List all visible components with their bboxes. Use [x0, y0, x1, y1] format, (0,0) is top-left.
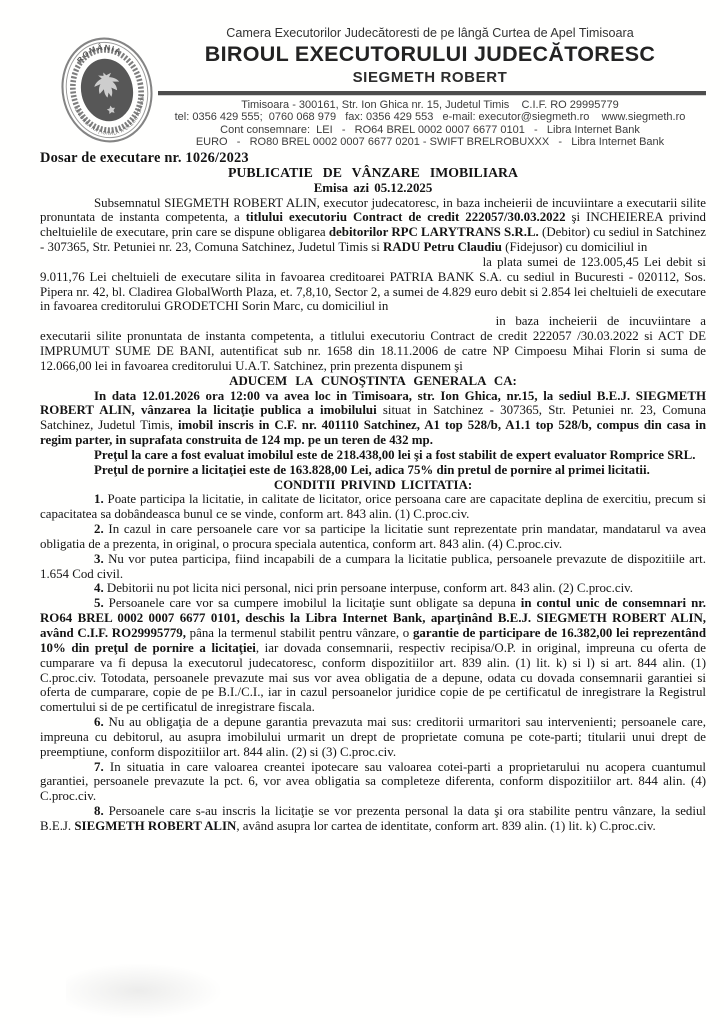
intro-paragraph: [40, 196, 706, 255]
seal-union-label: UNIUNEA NAŢIONALĂ A EXECUTORILOR: [74, 94, 146, 136]
creditors-paragraph: 9.011,76 Lei cheltuieli de executare silita in favoarea creditoarei PATRIA BANK S.A. cu sediul in Bucuresti - 020112, Sos. Pipera nr. 42, bl. Cladirea GlobalWorth Plaza, et. 7,8,10, Sector 2, a sumei de 4.829 euro debit si 2.854 lei cheltuieli de executare in favoarea creditorului GRODETCHI Sorin Marc, cu domiciliul in: [40, 269, 706, 314]
letterhead: [150, 26, 710, 149]
condition-paragraph-1: [40, 492, 706, 522]
issue-date-line: Emisa azi 05.12.2025: [313, 180, 433, 195]
seal-country-label: ROMÂNIA: [75, 42, 124, 65]
condition-number: 4.: [94, 581, 104, 596]
bold-segment: garantie de participare de 16.382,00 lei reprezentând 10% din preţul de pornire a licitaţiei: [40, 626, 706, 655]
text-segment: (Debitor) cu sediul in Satchinez - 307365, Str. Petuniei nr. 23, Comuna Satchinez, Judetul Timis si: [40, 225, 707, 255]
condition-paragraph-6: [40, 715, 706, 760]
bold-segment: in contul unic de consemnari nr. RO64 BREL 0002 0007 6677 0101, deschis la Libra Internet Bank, aparţinând B.E.J. SIEGMETH ROBERT ALIN, având C.I.F. RO29995779,: [40, 596, 706, 640]
text-segment: Persoanele care s-au inscris la licitaţie se vor prezenta personal la data şi ora stabilite pentru vânzare, la sediul B.E.J.: [40, 804, 706, 833]
text-segment: Persoanele care vor sa cumpere imobilul la licitaţie sunt obligate sa depuna: [103, 596, 521, 611]
bold-segment: debitorilor RPC LARYTRANS S.R.L.: [328, 225, 539, 240]
bold-segment: SIEGMETH ROBERT ALIN: [74, 818, 237, 833]
announcement-heading: ADUCEM LA CUNOŞTINTA GENERALA CA:: [229, 373, 517, 388]
auction-details-paragraph: [40, 389, 706, 448]
ink-smudge: [66, 962, 226, 1020]
account-euro-line: EURO - RO80 BREL 0002 0007 6677 0201 - SWIFT BRELROBUXXX - Libra Internet Bank: [195, 136, 665, 149]
text-segment: In cazul in care persoanele care vor sa participe la licitatie sunt reprezentate prin mandatar, mandatarul va avea obligatia de a prezenta, in original, o procura speciala autentica, conform art. 843 alin. (4) C.proc.civ.: [40, 522, 706, 551]
condition-number: 8.: [94, 804, 104, 819]
bold-segment: imobil inscris in C.F. nr. 401110 Satchinez, A1 top 528/b, A1.1 top 528/b, compus din casa in regim parter, in suprafata construita de 124 mp. pe un teren de 432 mp.: [40, 418, 706, 448]
text-segment: (Fidejusor) cu domiciliul in: [501, 240, 648, 255]
text-segment: şi INCHEIEREA privind cheltuielile de executare, prin care se dispune obligarea: [40, 210, 706, 240]
condition-paragraph-7: [40, 760, 706, 805]
chamber-line: Camera Executorilor Judecătoresti de pe lângă Curtea de Apel Timisoara: [226, 26, 634, 40]
national-union-seal: [60, 34, 154, 146]
bold-segment: RADU Petru Claudiu: [383, 240, 502, 255]
second-title-paragraph: executarii silite pronuntata de instanta competenta, a titlului executoriu Contract de credit 222057 /30.03.2022 si ACT DE IMPRUMUT SUME DE BANI, autentificat sub nr. 1658 din 18.11.2006 de catre NP Cimpoesu Mihai Florin si suma de 12.066,00 lei in favoarea creditorului U.A.T. Satchinez, prin prezenta dispunem şi: [40, 329, 706, 373]
header-rule: [158, 91, 706, 95]
condition-number: 3.: [94, 551, 104, 566]
text-segment: , iar dovada consemnarii, respectiv recipisa/O.P. in original, impreuna cu oferta de cumparare va fi depusa la executorul judecatoresc, conform dispozitiilor art. 839 alin. (1) lit. k) si l) si art. 844 alin. (1) C.proc.civ. Totodata, persoanele prevazute mai sus vor avea obligatia de a depune, odata cu dovada consemnarii garantiei si oferta de cumparare, copie de pe B.I./C.I., iar in cazul persoanelor juridice copie de pe certificatul de inregistrare la Registrul comertului si de pe certificatul de inregistrare fiscala.: [40, 640, 706, 715]
condition-number: 7.: [94, 759, 104, 774]
condition-paragraph-3: [40, 552, 706, 582]
condition-paragraph-8: [40, 804, 706, 834]
account-lei-line: Cont consemnare: LEI - RO64 BREL 0002 0007 6677 0101 - Libra Internet Bank: [220, 123, 640, 136]
condition-paragraph-4: [40, 581, 706, 596]
text-segment: situat in Satchinez - 307365, Str. Petuniei nr. 23, Comuna Satchinez, Judetul Timis,: [40, 403, 706, 433]
condition-number: 1.: [94, 492, 104, 507]
evaluation-price-paragraph: Preţul la care a fost evaluat imobilul este de 218.438,00 lei şi a fost stabilit de expert evaluator Romprice SRL.: [94, 447, 696, 462]
text-segment: Subsemnatul SIEGMETH ROBERT ALIN, executor judecatoresc, in baza incheierii de incuviintare a executarii silite pronuntata de instanta competenta, a: [40, 195, 706, 225]
condition-number: 5.: [94, 596, 104, 611]
office-title: BIROUL EXECUTORULUI JUDECĂTORESC: [204, 42, 656, 66]
condition-number: 2.: [94, 522, 104, 537]
document-body: [40, 151, 706, 834]
text-segment: In situatia in care valoarea creantei ipotecare sau valoarea cotei-parti a proprietarului nu acopera cuantumul garantiei, persoanele prevazute la pct. 6, vor avea obligatia sa completeze diferenta, conform dispozitiilor art. 844 alin. (4) C.proc.civ.: [40, 759, 706, 804]
text-segment: pâna la termenul stabilit pentru vânzare, o: [185, 626, 413, 640]
publication-title: PUBLICATIE DE VÂNZARE IMOBILIARA: [228, 164, 518, 180]
text-segment: Poate participa la licitatie, in calitate de licitator, orice persoana care are capacitate deplina de exercitiu, precum si capacitatea sa dobândeasca bunul ce se vinde, conform art. 843 alin. (1) C.proc.civ.: [40, 492, 706, 522]
condition-paragraph-2: [40, 522, 706, 552]
enforcement-basis-line: in baza incheierii de incuviintare a: [495, 314, 706, 329]
debt-amount-line: la plata sumei de 123.005,45 Lei debit si: [482, 254, 706, 269]
condition-number: 6.: [94, 715, 104, 730]
text-segment: Debitorii nu pot licita nici personal, nici prin persoane interpuse, conform art. 843 alin. (2) C.proc.civ.: [103, 581, 633, 596]
text-segment: Nu au obligaţia de a depune garantia prevazuta mai sus: creditorii urmaritori sau intervenienti; persoanele care, impreuna cu debitorul, au asupra imobilului urmarit un drept de proprietate comuna pe cote-parti; titularii unui drept de preemptiune, conform dispozitiilor art. 844 alin. (2) si (3) C.proc.civ.: [40, 715, 706, 759]
executor-name: SIEGMETH ROBERT: [352, 69, 508, 86]
bold-segment: In data 12.01.2026 ora 12:00 va avea loc in Timisoara, str. Ion Ghica, nr.15, la sediul B.E.J. SIEGMETH ROBERT ALIN, vânzarea la licitaţie publica a imobilului: [40, 388, 706, 418]
contact-line: tel: 0356 429 555; 0760 068 979 fax: 0356 429 553 e-mail: executor@siegmeth.ro www.siegmeth.ro: [174, 111, 686, 124]
bold-segment: titlului executoriu Contract de credit 222057/30.03.2022: [245, 210, 566, 225]
text-segment: Nu vor putea participa, fiind incapabili de a cumpara la licitatie publica, persoanele prevazute de dispozitiile art. 1.654 Cod civil.: [40, 551, 706, 581]
address-line: Timisoara - 300161, Str. Ion Ghica nr. 15, Judetul Timis C.I.F. RO 29995779: [241, 98, 619, 111]
conditions-heading: CONDITII PRIVIND LICITATIA:: [273, 477, 473, 492]
condition-paragraph-5: [40, 596, 706, 715]
text-segment: , având asupra lor cartea de identitate, conform art. 839 alin. (1) lit. k) C.proc.civ.: [236, 818, 656, 833]
starting-price-paragraph: Preţul de pornire a licitaţiei este de 163.828,00 Lei, adica 75% din pretul de pornire al primei licitatii.: [94, 462, 650, 477]
coat-of-arms-icon: [49, 25, 164, 154]
case-number-line: Dosar de executare nr. 1026/2023: [40, 150, 249, 166]
